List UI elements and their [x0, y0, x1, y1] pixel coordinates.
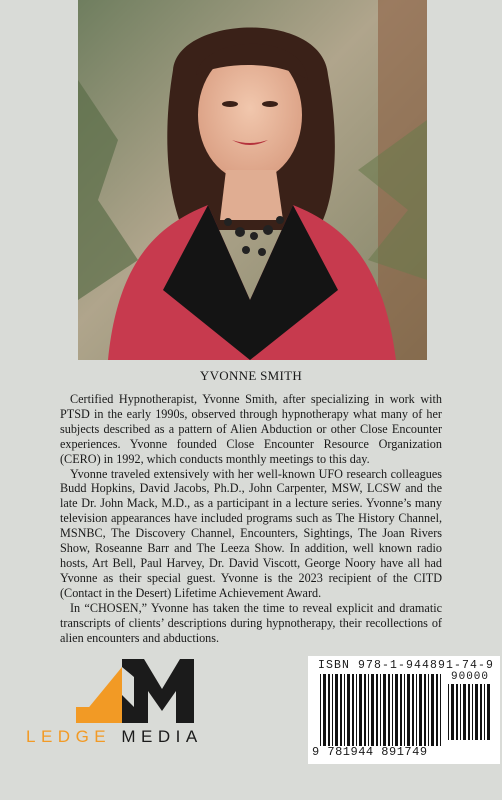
barcode-bar: [428, 674, 429, 746]
barcode-bar: [472, 684, 473, 740]
barcode-bar: [347, 674, 350, 746]
barcode-bar: [332, 674, 333, 746]
barcode-bar: [456, 684, 458, 740]
barcode-bar: [412, 674, 414, 746]
barcode-bar: [468, 684, 470, 740]
barcode-bar: [400, 674, 402, 746]
barcode-bar: [419, 674, 422, 746]
barcode-bar: [424, 674, 426, 746]
barcode-bar: [431, 674, 434, 746]
barcode-bar: [368, 674, 369, 746]
barcode-bar: [404, 674, 405, 746]
barcode-bar: [335, 674, 338, 746]
publisher-word-media: MEDIA: [121, 727, 203, 746]
barcode-bar: [395, 674, 398, 746]
barcode-bar: [323, 674, 326, 746]
barcode-box: [308, 656, 500, 764]
publisher-word-ledge: LEDGE: [26, 727, 112, 746]
addon-barcode-bars: [448, 684, 492, 740]
barcode-bar: [416, 674, 417, 746]
barcode-bar: [407, 674, 410, 746]
barcode-bars: [320, 674, 442, 746]
barcode-bar: [448, 684, 449, 740]
publisher-name: [26, 727, 203, 747]
barcode-bar: [475, 684, 478, 740]
barcode-bar: [392, 674, 393, 746]
barcode-bar: [463, 684, 466, 740]
barcode-bar: [451, 684, 454, 740]
barcode-bar: [460, 684, 461, 740]
ean-digits: 9 781944 891749: [312, 745, 428, 759]
barcode-bar: [440, 674, 441, 746]
barcode-bar: [380, 674, 381, 746]
bio-paragraph: Yvonne traveled extensively with her well-known UFO research colleagues Budd Hopkins, David Jacobs, Ph.D., John Carpenter, MSW, LCSW and the late Dr. John Mack, M.D., as a participant in a lecture series. Yvonne’s many television appearances have included programs such as The History Channel, MSNBC, The Discovery Channel, Encounters, Sightings, The Joan Rivers Show, Roseanne Barr and The Leeza Show. In addition, well known radio hosts, Art Bell, Paul Harvey, Dr. David Viscott, George Noory have all had Yvonne as their special guest. Yvonne is the 2023 recipient of the CITD (Contact in the Desert) Lifetime Achievement Award.: [60, 466, 442, 600]
photo-caption: YVONNE SMITH: [199, 368, 303, 383]
barcode-bar: [480, 684, 482, 740]
barcode-bar: [320, 674, 321, 746]
author-photo: [78, 0, 427, 360]
barcode-bar: [388, 674, 390, 746]
barcode-bar: [487, 684, 490, 740]
barcode-bar: [364, 674, 366, 746]
barcode-bar: [376, 674, 378, 746]
barcode-bar: [383, 674, 386, 746]
author-portrait-illustration: [78, 0, 427, 360]
isbn-label: ISBN 978-1-944891-74-9: [318, 659, 495, 672]
barcode-bar: [371, 674, 374, 746]
barcode-bar: [359, 674, 362, 746]
barcode-bar: [328, 674, 330, 746]
barcode-bar: [340, 674, 342, 746]
price-code: 90000: [451, 671, 490, 683]
bio-paragraph: In “CHOSEN,” Yvonne has taken the time to reveal explicit and dramatic transcripts of clients’ descriptions during hypnotherapy, their recollections of alien encounters and abductions.: [60, 600, 442, 645]
barcode-bar: [484, 684, 485, 740]
barcode-bar: [436, 674, 438, 746]
barcode-bar: [344, 674, 345, 746]
barcode-bar: [352, 674, 354, 746]
bio-paragraph: Certified Hypnotherapist, Yvonne Smith, after specializing in work with PTSD in the early 1990s, observed through hypnotherapy what many of her subjects described as a pattern of Alien Abduction or other Close Encounter experiences. Yvonne founded Close Encounter Resource Organization (CERO) in 1992, which conducts monthly meetings to this day.: [60, 392, 442, 466]
barcode-bar: [356, 674, 357, 746]
author-bio: [60, 392, 442, 645]
